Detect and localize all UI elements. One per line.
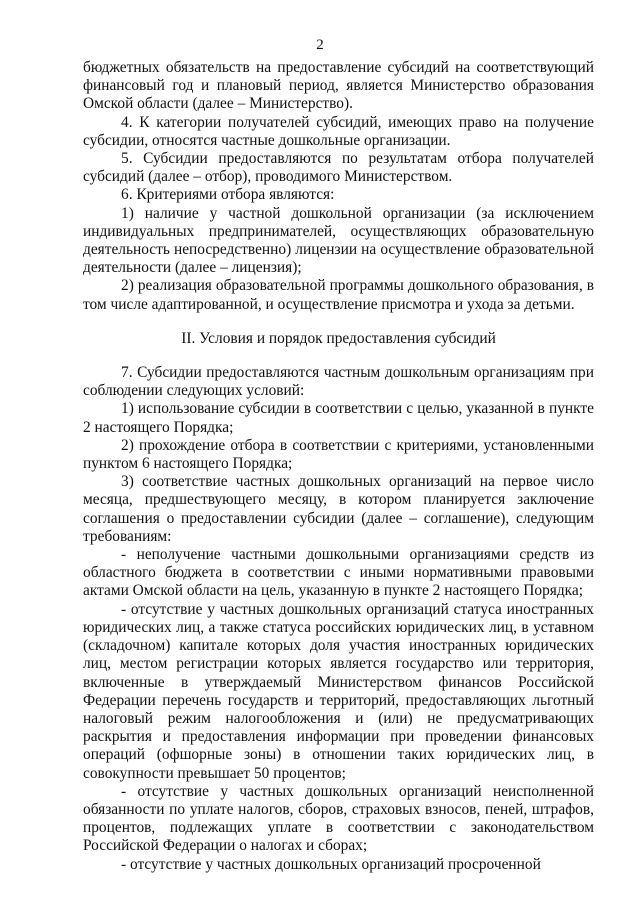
page-number: 2	[316, 37, 324, 53]
paragraph-item-4: 4. К категории получателей субсидий, имеющих право на получение субсидии, относятся частные дошкольные организации.	[83, 113, 594, 149]
paragraph-continuation: бюджетных обязательств на предоставление субсидий на соответствующий финансовый год и плановый период, является Министерство образования Омской области (далее – Министерство).	[83, 59, 594, 113]
criterion-2: 2) реализация образовательной программы дошкольного образования, в том числе адаптированной, и осуществление присмотра и ухода за детьми.	[83, 277, 594, 313]
requirement-item: - отсутствие у частных дошкольных организаций неисполненной обязанности по уплате налогов, сборов, страховых взносов, пеней, штрафов, процентов, подлежащих уплате в соответствии с законодательством Российской Федерации о налогах и сборах;	[83, 782, 594, 855]
requirement-item: - неполучение частными дошкольными организациями средств из областного бюджета в соответствии с иными нормативными правовыми актами Омской области на цель, указанную в пункте 2 настоящего Порядка;	[83, 546, 594, 600]
condition-1: 1) использование субсидии в соответствии с целью, указанной в пункте 2 настоящего Порядка;	[83, 400, 594, 436]
paragraph-item-6: 6. Критериями отбора являются:	[121, 186, 335, 204]
paragraph-item-7: 7. Субсидии предоставляются частным дошкольным организациям при соблюдении следующих условий:	[83, 364, 594, 400]
document-body	[83, 59, 594, 874]
condition-2: 2) прохождение отбора в соответствии с критериями, установленными пунктом 6 настоящего Порядка;	[83, 436, 594, 473]
paragraph-item-5: 5. Субсидии предоставляются по результатам отбора получателей субсидий (далее – отбор), проводимого Министерством.	[83, 150, 594, 186]
requirement-item: - отсутствие у частных дошкольных организаций статуса иностранных юридических лиц, а также статуса российских юридических лиц, в уставном (складочном) капитале которых доля участия иностранных юридических лиц, местом регистрации которых является государство или территория, включенные в утверждаемый Министерством финансов Российской Федерации перечень государств и территорий, предоставляющих льготный налоговый режим налогообложения и (или) не предусматривающих раскрытия и предоставления информации при проведении финансовых операций (офшорные зоны) в отношении таких юридических лиц, в совокупности превышает 50 процентов;	[83, 600, 594, 782]
requirement-item: - отсутствие у частных дошкольных организаций просроченной	[121, 855, 541, 873]
condition-3: 3) соответствие частных дошкольных организаций на первое число месяца, предшествующего месяцу, в котором планируется заключение соглашения о предоставлении субсидии (далее – соглашение), следующим требованиям:	[83, 473, 594, 545]
section-heading: II. Условия и порядок предоставления субсидий	[181, 329, 496, 347]
criterion-1: 1) наличие у частной дошкольной организации (за исключением индивидуальных предпринимателей, осуществляющих образовательную деятельность непосредственно) лицензии на осуществление образовательной деятельности (далее – лицензия);	[83, 204, 594, 277]
